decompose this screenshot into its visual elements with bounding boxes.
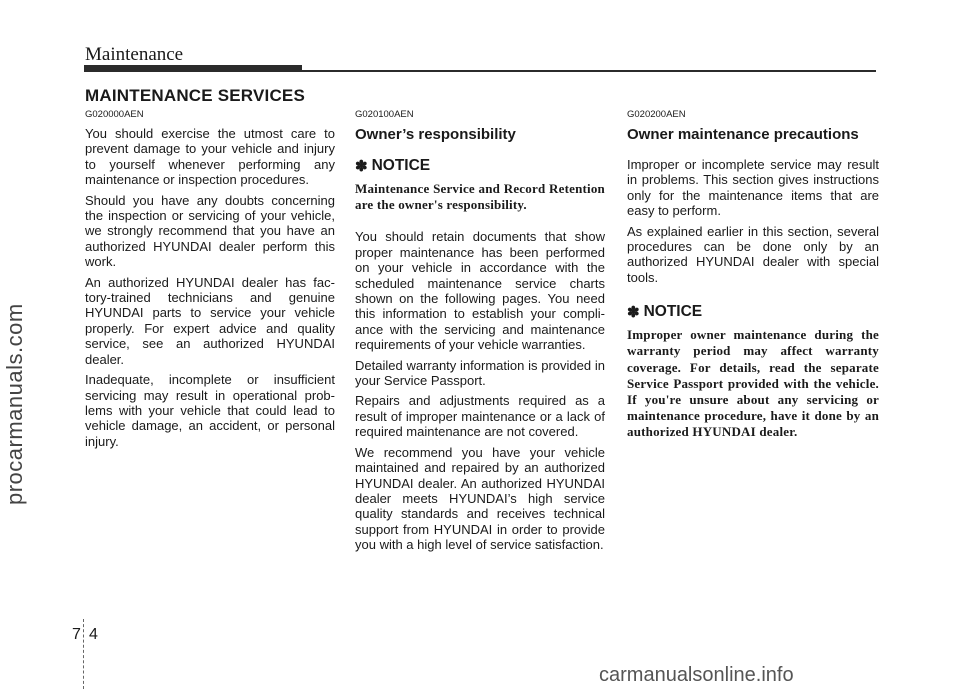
notice-label: NOTICE [643, 303, 703, 321]
paragraph: As explained earlier in this section, several procedures can be done only by an authorized HYUNDAI dealer with special tools. [627, 223, 879, 285]
paragraph: Repairs and adjustments required as a result of improper maintenance or a lack of required maintenance are not covered. [355, 393, 605, 440]
column-right [627, 109, 879, 457]
paragraph: An authorized HYUNDAI dealer has factory-trained technicians and genuine HYUNDAI parts to service your vehicle properly. For expert advice and quality service, see an authorized HYUNDAI dealer. [85, 274, 335, 367]
header-rule-thick [84, 65, 302, 72]
paragraph: We recommend you have your vehicle maintained and repaired by an authorized HYUNDAI dealer. An authorized HYUNDAI dealer meets HYUNDAI’s high service quality standards and receives technical support from HYUNDAI in order to provide you with a high level of service satisfaction. [355, 444, 605, 553]
section-code: G020000AEN [85, 109, 144, 120]
notice-star-icon: ✽ [627, 304, 640, 322]
watermark-bottom: carmanualsonline.info [599, 664, 794, 686]
paragraph: You should exercise the utmost care to prevent damage to your vehicle and injury to yourself whenever performing any maintenance or inspection procedures. [85, 126, 335, 188]
paragraph: Detailed warranty information is provided in your Service Passport. [355, 357, 605, 389]
page-number-divider [83, 619, 84, 689]
paragraph: You should retain documents that show proper maintenance has been performed on your vehicle in accordance with the scheduled maintenance service charts shown on the following pages. You need this information to establish your compliance with the servicing and maintenance requirements of your vehicle warranties. [355, 229, 605, 353]
page-section-number: 7 [72, 626, 81, 643]
watermark-side: procarmanuals.com [2, 303, 27, 505]
paragraph: Improper or incomplete service may result in problems. This section gives instructions only for the maintenance items that are easy to perform. [627, 157, 879, 219]
section-code: G020200AEN [627, 109, 686, 120]
column-left [85, 109, 335, 454]
notice-title [627, 303, 879, 321]
notice-label: NOTICE [371, 157, 431, 174]
notice-text: Maintenance Service and Record Retention are the owner's responsibility. [355, 181, 605, 213]
notice-title [355, 157, 605, 175]
column-middle [355, 109, 605, 558]
header-title: Maintenance [85, 44, 184, 65]
notice-text: Improper owner maintenance during the warranty period may affect warranty coverage. For details, read the separate Service Passport provided with the vehicle. If you're unsure about any servicing or maintenance procedure, have it done by an authorized HYUNDAI dealer. [627, 327, 879, 440]
section-code: G020100AEN [355, 109, 414, 120]
section-heading: Owner’s responsibility [355, 126, 516, 143]
section-title: MAINTENANCE SERVICES [85, 86, 305, 105]
paragraph: Inadequate, incomplete or insufficient servicing may result in operational problems with your vehicle that could lead to vehicle damage, an accident, or personal injury. [85, 372, 335, 449]
paragraph: Should you have any doubts concerning the inspection or servicing of your vehicle, we strongly recommend that you have an authorized HYUNDAI dealer perform this work. [85, 192, 335, 270]
notice-star-icon: ✽ [355, 158, 368, 175]
page-number: 4 [89, 626, 98, 643]
header-rule-thin [302, 70, 876, 72]
section-heading: Owner maintenance precautions [627, 126, 859, 143]
